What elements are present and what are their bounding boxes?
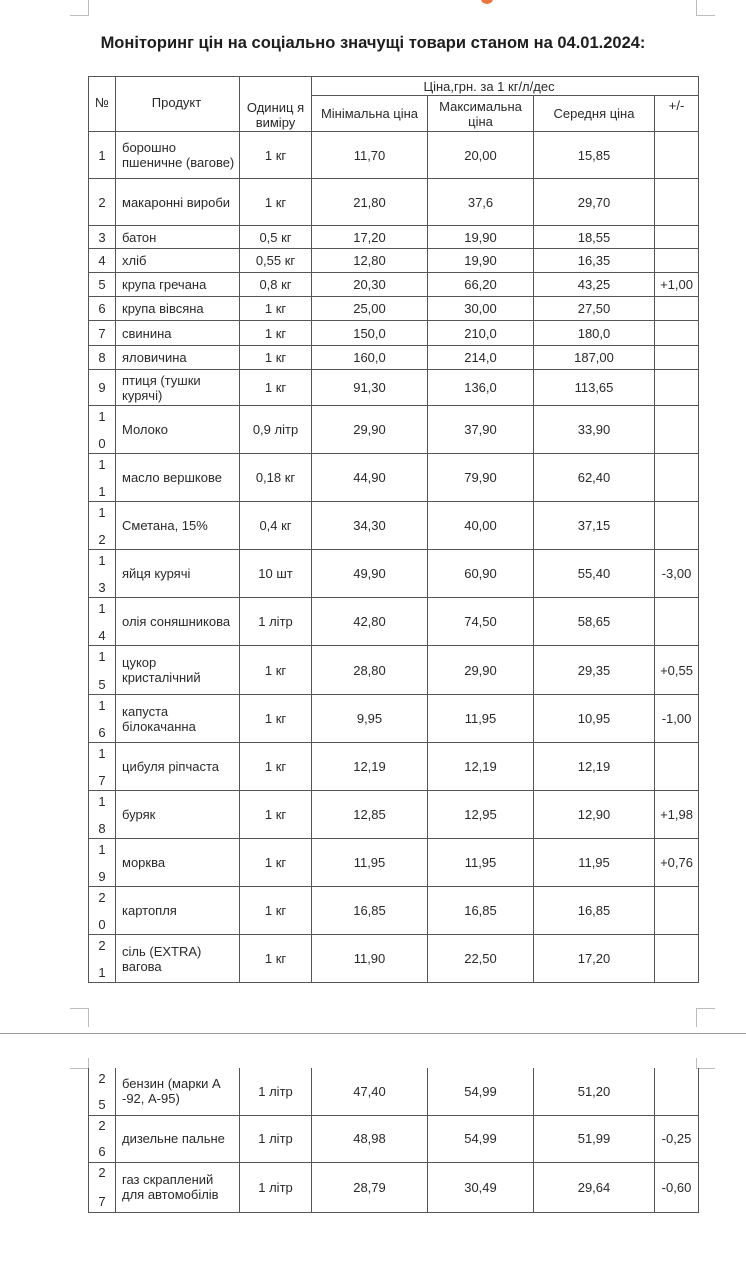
table-row [89,297,699,321]
row-number [89,406,116,454]
product-name: Молоко [116,406,240,454]
max-price: 30,49 [428,1162,534,1212]
header-product: Продукт [116,77,240,132]
row-number-digit: 2 [98,531,106,547]
row-number-digits [91,1118,113,1159]
avg-price: 16,35 [534,249,655,273]
row-number-digit: 0 [98,435,106,451]
product-name: Сметана, 15% [116,502,240,550]
table-row [89,935,699,983]
avg-price: 10,95 [534,695,655,743]
row-number-digit: 1 [98,697,106,713]
row-number-digit: 4 [98,627,106,643]
product-name: газ скраплений для автомобілів [116,1162,240,1212]
row-number-digits [91,842,113,884]
price-change: -3,00 [655,550,699,598]
unit-of-measure: 1 кг [240,297,312,321]
row-number: 1 [89,132,116,179]
product-name: цибуля ріпчаста [116,743,240,791]
max-price: 29,90 [428,646,534,695]
row-number [89,791,116,839]
min-price: 12,19 [312,743,428,791]
avg-price: 12,90 [534,791,655,839]
avg-price: 51,20 [534,1068,655,1115]
unit-of-measure: 0,8 кг [240,273,312,297]
table-row [89,646,699,695]
avg-price: 180,0 [534,321,655,346]
header-diff: +/- [655,96,699,132]
row-number [89,502,116,550]
max-price: 37,90 [428,406,534,454]
min-price: 42,80 [312,598,428,646]
row-number [89,1068,116,1115]
price-change [655,321,699,346]
min-price: 21,80 [312,179,428,226]
table-row [89,132,699,179]
header-min: Мінімальна ціна [312,96,428,132]
row-number-digit: 2 [98,1118,106,1133]
product-name: олія соняшникова [116,598,240,646]
row-number-digit: 2 [98,1070,106,1086]
row-number [89,935,116,983]
row-number-digits [91,1071,113,1112]
price-change [655,226,699,249]
row-number-digit: 7 [98,1194,106,1209]
product-name: крупа гречана [116,273,240,297]
min-price: 28,80 [312,646,428,695]
avg-price: 51,99 [534,1115,655,1162]
row-number: 7 [89,321,116,346]
avg-price: 18,55 [534,226,655,249]
price-change [655,346,699,370]
row-number-digits [91,457,113,499]
product-name: капуста білокачанна [116,695,240,743]
row-number-digits [91,553,113,595]
page-corner-mark [70,1008,89,1027]
row-number [89,1115,116,1162]
price-change [655,743,699,791]
row-number-digit: 1 [98,504,106,520]
unit-of-measure: 1 кг [240,935,312,983]
max-price: 19,90 [428,249,534,273]
unit-of-measure: 0,18 кг [240,454,312,502]
page-corner-mark [696,0,715,16]
price-change [655,598,699,646]
row-number-digit: 2 [98,937,106,953]
row-number-digit: 1 [98,841,106,857]
header-max: Максимальна ціна [428,96,534,132]
row-number-digit: 5 [98,1096,106,1112]
avg-price: 33,90 [534,406,655,454]
table-row [89,321,699,346]
min-price: 11,95 [312,839,428,887]
price-table-continued [88,1068,699,1213]
row-number-digit: 1 [98,483,106,499]
product-name: борошно пшеничне (вагове) [116,132,240,179]
max-price: 37,6 [428,179,534,226]
price-table [88,76,699,983]
avg-price: 17,20 [534,935,655,983]
row-number [89,887,116,935]
row-number [89,646,116,695]
row-number-digit: 0 [98,916,106,932]
price-change [655,297,699,321]
avg-price: 27,50 [534,297,655,321]
table-row [89,550,699,598]
table-row [89,226,699,249]
table-row [89,1162,699,1212]
min-price: 160,0 [312,346,428,370]
table-row [89,249,699,273]
min-price: 25,00 [312,297,428,321]
row-number-digit: 6 [98,724,106,740]
product-name: свинина [116,321,240,346]
table-row [89,791,699,839]
avg-price: 16,85 [534,887,655,935]
min-price: 28,79 [312,1162,428,1212]
row-number-digit: 1 [98,648,106,664]
page-separator [0,1033,746,1034]
price-change: -0,60 [655,1162,699,1212]
product-name: сіль (EXTRA) вагова [116,935,240,983]
min-price: 49,90 [312,550,428,598]
avg-price: 55,40 [534,550,655,598]
min-price: 150,0 [312,321,428,346]
unit-of-measure: 1 кг [240,370,312,406]
unit-of-measure: 1 літр [240,1068,312,1115]
table-row [89,743,699,791]
min-price: 9,95 [312,695,428,743]
row-number [89,743,116,791]
table-row [89,406,699,454]
product-name: дизельне пальне [116,1115,240,1162]
row-number-digit: 9 [98,868,106,884]
avg-price: 43,25 [534,273,655,297]
table-row [89,454,699,502]
row-number-digits [91,794,113,836]
max-price: 19,90 [428,226,534,249]
row-number-digit: 7 [98,772,106,788]
unit-of-measure: 1 кг [240,321,312,346]
unit-of-measure: 1 кг [240,743,312,791]
row-number: 3 [89,226,116,249]
product-name: буряк [116,791,240,839]
unit-of-measure: 1 кг [240,839,312,887]
max-price: 11,95 [428,839,534,887]
min-price: 20,30 [312,273,428,297]
avg-price: 113,65 [534,370,655,406]
max-price: 136,0 [428,370,534,406]
product-name: хліб [116,249,240,273]
max-price: 11,95 [428,695,534,743]
max-price: 20,00 [428,132,534,179]
table-row [89,346,699,370]
product-name: яловичина [116,346,240,370]
table-row [89,273,699,297]
header-num: № [89,77,116,132]
page-corner-mark [70,0,89,16]
min-price: 12,80 [312,249,428,273]
unit-of-measure: 0,4 кг [240,502,312,550]
max-price: 74,50 [428,598,534,646]
row-number-digit: 2 [98,1165,106,1180]
header-row-group [89,77,699,96]
page-corner-mark [70,1058,89,1069]
unit-of-measure: 1 кг [240,887,312,935]
avg-price: 29,64 [534,1162,655,1212]
row-number [89,695,116,743]
price-change: -0,25 [655,1115,699,1162]
price-change [655,370,699,406]
product-name: батон [116,226,240,249]
avg-price: 62,40 [534,454,655,502]
avg-price: 15,85 [534,132,655,179]
min-price: 17,20 [312,226,428,249]
max-price: 22,50 [428,935,534,983]
min-price: 29,90 [312,406,428,454]
table-row [89,598,699,646]
row-number [89,598,116,646]
price-change [655,887,699,935]
price-change [655,132,699,179]
table-row [89,1068,699,1115]
min-price: 11,90 [312,935,428,983]
row-number-digit: 1 [98,408,106,424]
table-row [89,179,699,226]
header-price-group: Ціна,грн. за 1 кг/л/дес [312,77,699,96]
unit-of-measure: 1 літр [240,1115,312,1162]
avg-price: 12,19 [534,743,655,791]
avg-price: 29,35 [534,646,655,695]
price-change: +1,98 [655,791,699,839]
avg-price: 58,65 [534,598,655,646]
avg-price: 187,00 [534,346,655,370]
row-number-digit: 2 [98,889,106,905]
row-number-digit: 1 [98,964,106,980]
row-number-digit: 1 [98,793,106,809]
max-price: 214,0 [428,346,534,370]
row-number [89,550,116,598]
product-name: масло вершкове [116,454,240,502]
header-unit: Одиниц я виміру [240,77,312,132]
row-number-digits [91,890,113,932]
product-name: макаронні вироби [116,179,240,226]
price-change: +1,00 [655,273,699,297]
row-number-digit: 1 [98,552,106,568]
unit-of-measure: 1 літр [240,598,312,646]
unit-of-measure: 1 кг [240,695,312,743]
table-row [89,370,699,406]
price-change: +0,76 [655,839,699,887]
row-number [89,1162,116,1212]
unit-of-measure: 1 літр [240,1162,312,1212]
product-name: картопля [116,887,240,935]
unit-of-measure: 1 кг [240,791,312,839]
row-number-digits [91,409,113,451]
unit-of-measure: 1 кг [240,132,312,179]
row-number: 5 [89,273,116,297]
header-avg: Середня ціна [534,96,655,132]
max-price: 210,0 [428,321,534,346]
row-number-digits [91,698,113,740]
max-price: 66,20 [428,273,534,297]
page-title: Моніторинг цін на соціально значущі товари станом на 04.01.2024: [100,34,646,52]
table-row [89,695,699,743]
max-price: 54,99 [428,1068,534,1115]
product-name: цукор кристалічний [116,646,240,695]
row-number: 8 [89,346,116,370]
unit-of-measure: 0,5 кг [240,226,312,249]
unit-of-measure: 0,9 літр [240,406,312,454]
min-price: 16,85 [312,887,428,935]
page-corner-mark [696,1008,715,1027]
table-row [89,502,699,550]
row-number: 4 [89,249,116,273]
row-number [89,454,116,502]
max-price: 60,90 [428,550,534,598]
row-number-digit: 6 [98,1144,106,1159]
row-number-digit: 5 [98,676,106,692]
min-price: 48,98 [312,1115,428,1162]
row-number-digit: 1 [98,456,106,472]
price-change [655,406,699,454]
max-price: 40,00 [428,502,534,550]
avg-price: 29,70 [534,179,655,226]
row-number [89,839,116,887]
unit-of-measure: 1 кг [240,646,312,695]
max-price: 79,90 [428,454,534,502]
table-row [89,839,699,887]
price-change: +0,55 [655,646,699,695]
avg-price: 11,95 [534,839,655,887]
price-change [655,179,699,226]
price-change [655,935,699,983]
row-number-digits [91,938,113,980]
max-price: 16,85 [428,887,534,935]
avg-price: 37,15 [534,502,655,550]
table-row [89,1115,699,1162]
max-price: 54,99 [428,1115,534,1162]
max-price: 12,95 [428,791,534,839]
row-number-digits [91,601,113,643]
product-name: крупа вівсяна [116,297,240,321]
unit-of-measure: 0,55 кг [240,249,312,273]
product-name: птиця (тушки курячі) [116,370,240,406]
row-number: 6 [89,297,116,321]
max-price: 30,00 [428,297,534,321]
table-row [89,887,699,935]
unit-of-measure: 1 кг [240,346,312,370]
min-price: 34,30 [312,502,428,550]
row-number-digits [91,746,113,788]
price-change [655,454,699,502]
row-number-digit: 1 [98,600,106,616]
product-name: яйця курячі [116,550,240,598]
min-price: 91,30 [312,370,428,406]
row-number-digit: 3 [98,579,106,595]
min-price: 12,85 [312,791,428,839]
row-number-digits [91,649,113,692]
unit-of-measure: 10 шт [240,550,312,598]
row-number-digits [91,1165,113,1209]
price-change [655,249,699,273]
row-number-digit: 1 [98,745,106,761]
price-change: -1,00 [655,695,699,743]
min-price: 11,70 [312,132,428,179]
row-number: 2 [89,179,116,226]
row-number-digit: 8 [98,820,106,836]
min-price: 44,90 [312,454,428,502]
min-price: 47,40 [312,1068,428,1115]
max-price: 12,19 [428,743,534,791]
price-change [655,502,699,550]
unit-of-measure: 1 кг [240,179,312,226]
row-number: 9 [89,370,116,406]
row-number-digits [91,505,113,547]
product-name: бензин (марки А -92, А-95) [116,1068,240,1115]
product-name: морква [116,839,240,887]
price-change [655,1068,699,1115]
